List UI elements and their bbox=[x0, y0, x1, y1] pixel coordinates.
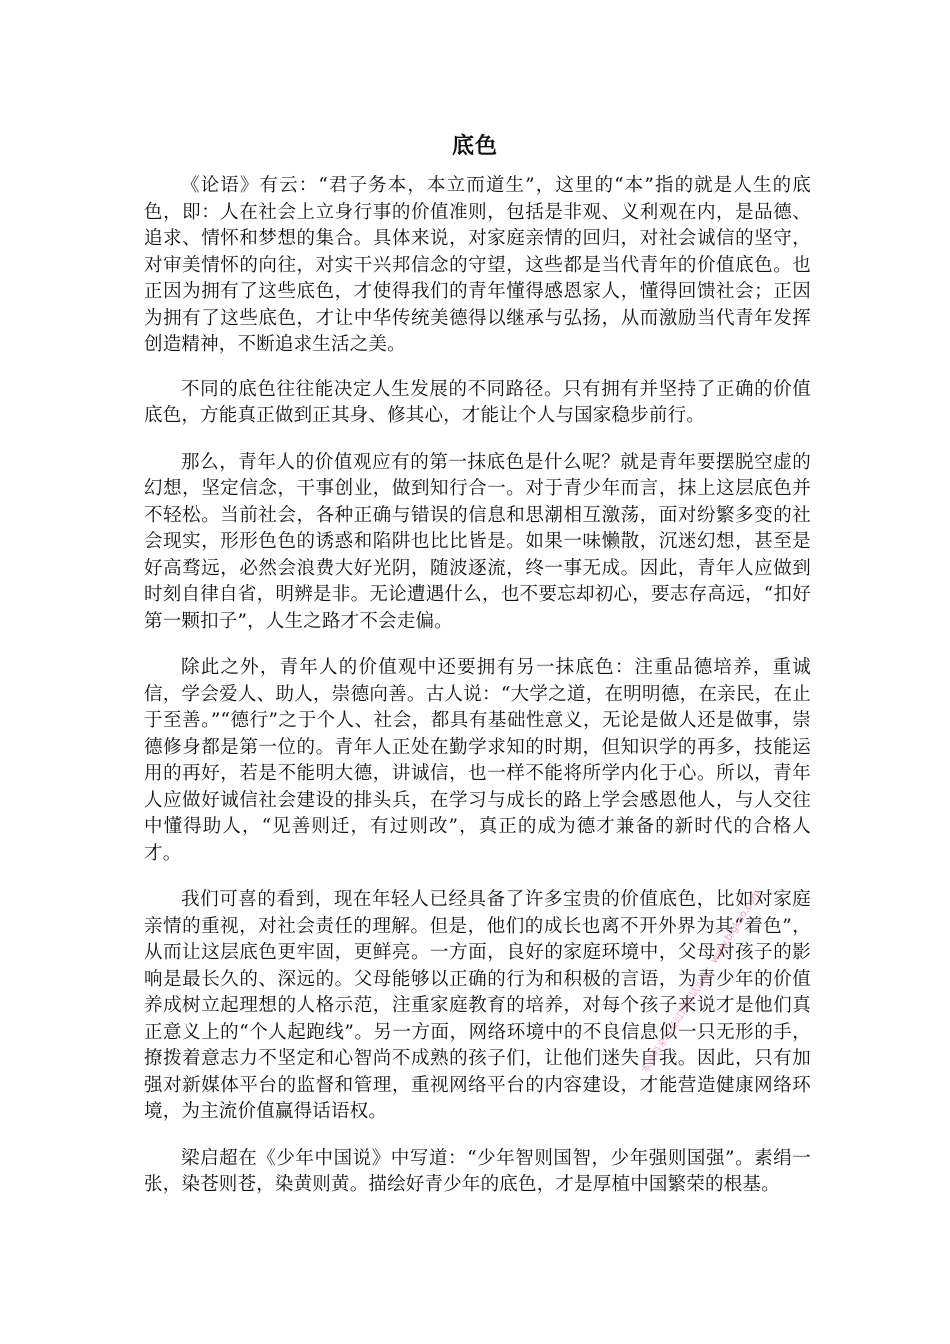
paragraph-3: 那么，青年人的价值观应有的第一抹底色是什么呢？就是青年要摆脱空虚的幻想，坚定信念，干事创业，做到知行合一。对于青少年而言，抹上这层底色并不轻松。当前社会，各种正确与错误的信息和思潮相互激荡，面对纷繁多变的社会现实，形形色色的诱惑和陷阱也比比皆是。如果一味懒散，沉迷幻想，甚至是好高骛远，必然会浪费大好光阴，随波逐流，终一事无成。因此，青年人应做到时刻自律自省，明辨是非。无论遭遇什么，也不要忘却初心，要志存高远，“扣好第一颗扣子”，人生之路才不会走偏。 bbox=[144, 451, 811, 632]
page-title: 底色 bbox=[451, 133, 498, 159]
paragraph-4: 除此之外，青年人的价值观中还要拥有另一抹底色：注重品德培养，重诚信，学会爱人、助人，崇德向善。古人说：“大学之道，在明明德，在亲民，在止于至善。”“德行”之于个人、社会，都具有基础性意义，无论是做人还是做事，崇德修身都是第一位的。青年人正处在勤学求知的时期，但知识学的再多，技能运用的再好，若是不能明大德，讲诚信，也一样不能将所学内化于心。所以，青年人应做好诚信社会建设的排头兵，在学习与成长的路上学会感恩他人，与人交往中懂得助人，“见善则迁，有过则改”，真正的成为德才兼备的新时代的合格人才。 bbox=[144, 657, 811, 864]
paragraph-5: 我们可喜的看到，现在年轻人已经具备了许多宝贵的价值底色，比如对家庭亲情的重视，对社会责任的理解。但是，他们的成长也离不开外界为其“着色”，从而让这层底色更牢固，更鲜亮。一方面，良好的家庭环境中，父母对孩子的影响是最长久的、深远的。父母能够以正确的行为和积极的言语，为青少年的价值养成树立起理想的人格示范，注重家庭教育的培养，对每个孩子来说才是他们真正意义上的“个人起跑线”。另一方面，网络环境中的不良信息似一只无形的手，撩拨着意志力不坚定和心智尚不成熟的孩子们，让他们迷失自我。因此，只有加强对新媒体平台的监督和管理，重视网络平台的内容建设，才能营造健康网络环境，为主流价值赢得话语权。 bbox=[144, 889, 811, 1122]
watermark: 本资料来自必过网考试论坛：www.bigkao.com bbox=[640, 888, 763, 1076]
paragraph-6: 梁启超在《少年中国说》中写道：“少年智则国智，少年强则国强”。素绢一张，染苍则苍，染黄则黄。描绘好青少年的底色，才是厚植中国繁荣的根基。 bbox=[144, 1147, 811, 1195]
article-body bbox=[144, 173, 811, 1217]
paragraph-2: 不同的底色往往能决定人生发展的不同路径。只有拥有并坚持了正确的价值底色，方能真正做到正其身、修其心，才能让个人与国家稳步前行。 bbox=[144, 378, 811, 426]
paragraph-1: 《论语》有云：“君子务本，本立而道生”，这里的“本”指的就是人生的底色，即：人在社会上立身行事的价值准则，包括是非观、义利观在内，是品德、追求、情怀和梦想的集合。具体来说，对家庭亲情的回归，对社会诚信的坚守，对审美情怀的向往，对实干兴邦信念的守望，这些都是当代青年的价值底色。也正因为拥有了这些底色，才使得我们的青年懂得感恩家人，懂得回馈社会；正因为拥有了这些底色，才让中华传统美德得以继承与弘扬，从而激励当代青年发挥创造精神，不断追求生活之美。 bbox=[144, 175, 811, 355]
